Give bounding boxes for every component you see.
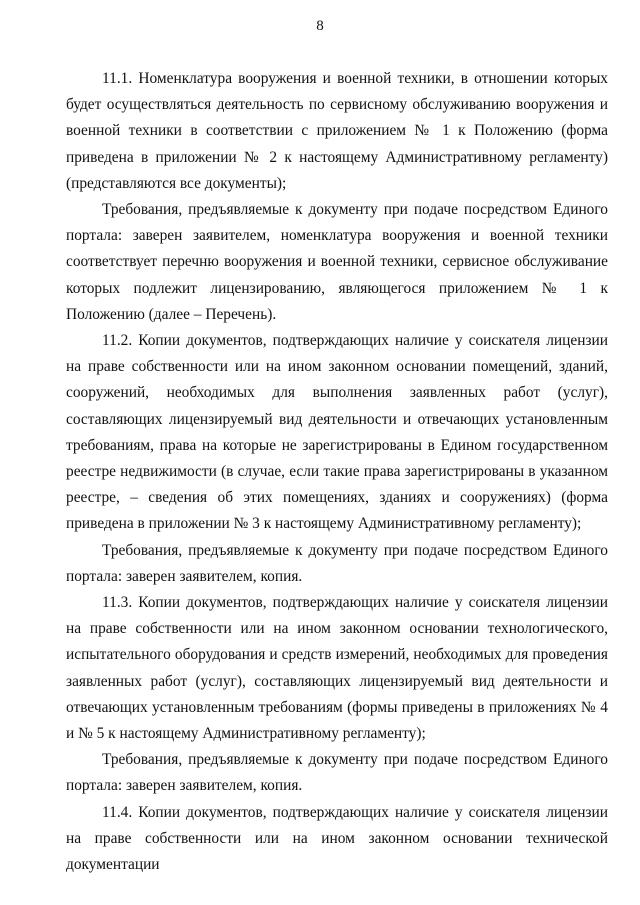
paragraph-11-3: 11.3. Копии документов, подтверждающих наличие у соискателя лицензии на праве собственности или на ином законном основании технологического, испытательного оборудования и средств измерений, необходимых для проведения заявленных работ (услуг), составляющих лицензируемый вид деятельности и отвечающих установленным требованиям (формы приведены в приложениях № 4 и № 5 к настоящему Административному регламенту); [66,594,608,743]
paragraph-11-2: 11.2. Копии документов, подтверждающих наличие у соискателя лицензии на праве собственности или на ином законном основании помещений, зданий, сооружений, необходимых для выполнения заявленных работ (услуг), составляющих лицензируемый вид деятельности и отвечающих установленным требованиям, права на которые не зарегистрированы в Едином государственном реестре недвижимости (в случае, если такие права зарегистрированы в указанном реестре, – сведения об этих помещениях, зданиях и сооружениях) (форма приведена в приложении № 3 к настоящему Административному регламенту); [66,332,608,533]
paragraph-11-1: 11.1. Номенклатура вооружения и военной техники, в отношении которых будет осуществляться деятельность по сервисному обслуживанию вооружения и военной техники в соответствии с приложением № 1 к Положению (форма приведена в приложении № 2 к настоящему Административному регламенту) (представляются все документы); [66,70,608,192]
page-number: 8 [316,18,324,34]
paragraph-11-4: 11.4. Копии документов, подтверждающих наличие у соискателя лицензии на праве собственности или на ином законном основании технической документации [66,803,608,874]
document-body [66,66,608,878]
requirements-paragraph-11-3: Требования, предъявляемые к документу при подаче посредством Единого портала: заверен заявителем, копия. [66,751,608,795]
requirements-paragraph-11-1: Требования, предъявляемые к документу при подаче посредством Единого портала: заверен заявителем, номенклатура вооружения и военной техники соответствует перечню вооружения и военной техники, сервисное обслуживание которых подлежит лицензированию, являющегося приложением № 1 к Положению (далее – Перечень). [66,201,608,323]
requirements-paragraph-11-2: Требования, предъявляемые к документу при подаче посредством Единого портала: заверен заявителем, копия. [66,541,608,585]
